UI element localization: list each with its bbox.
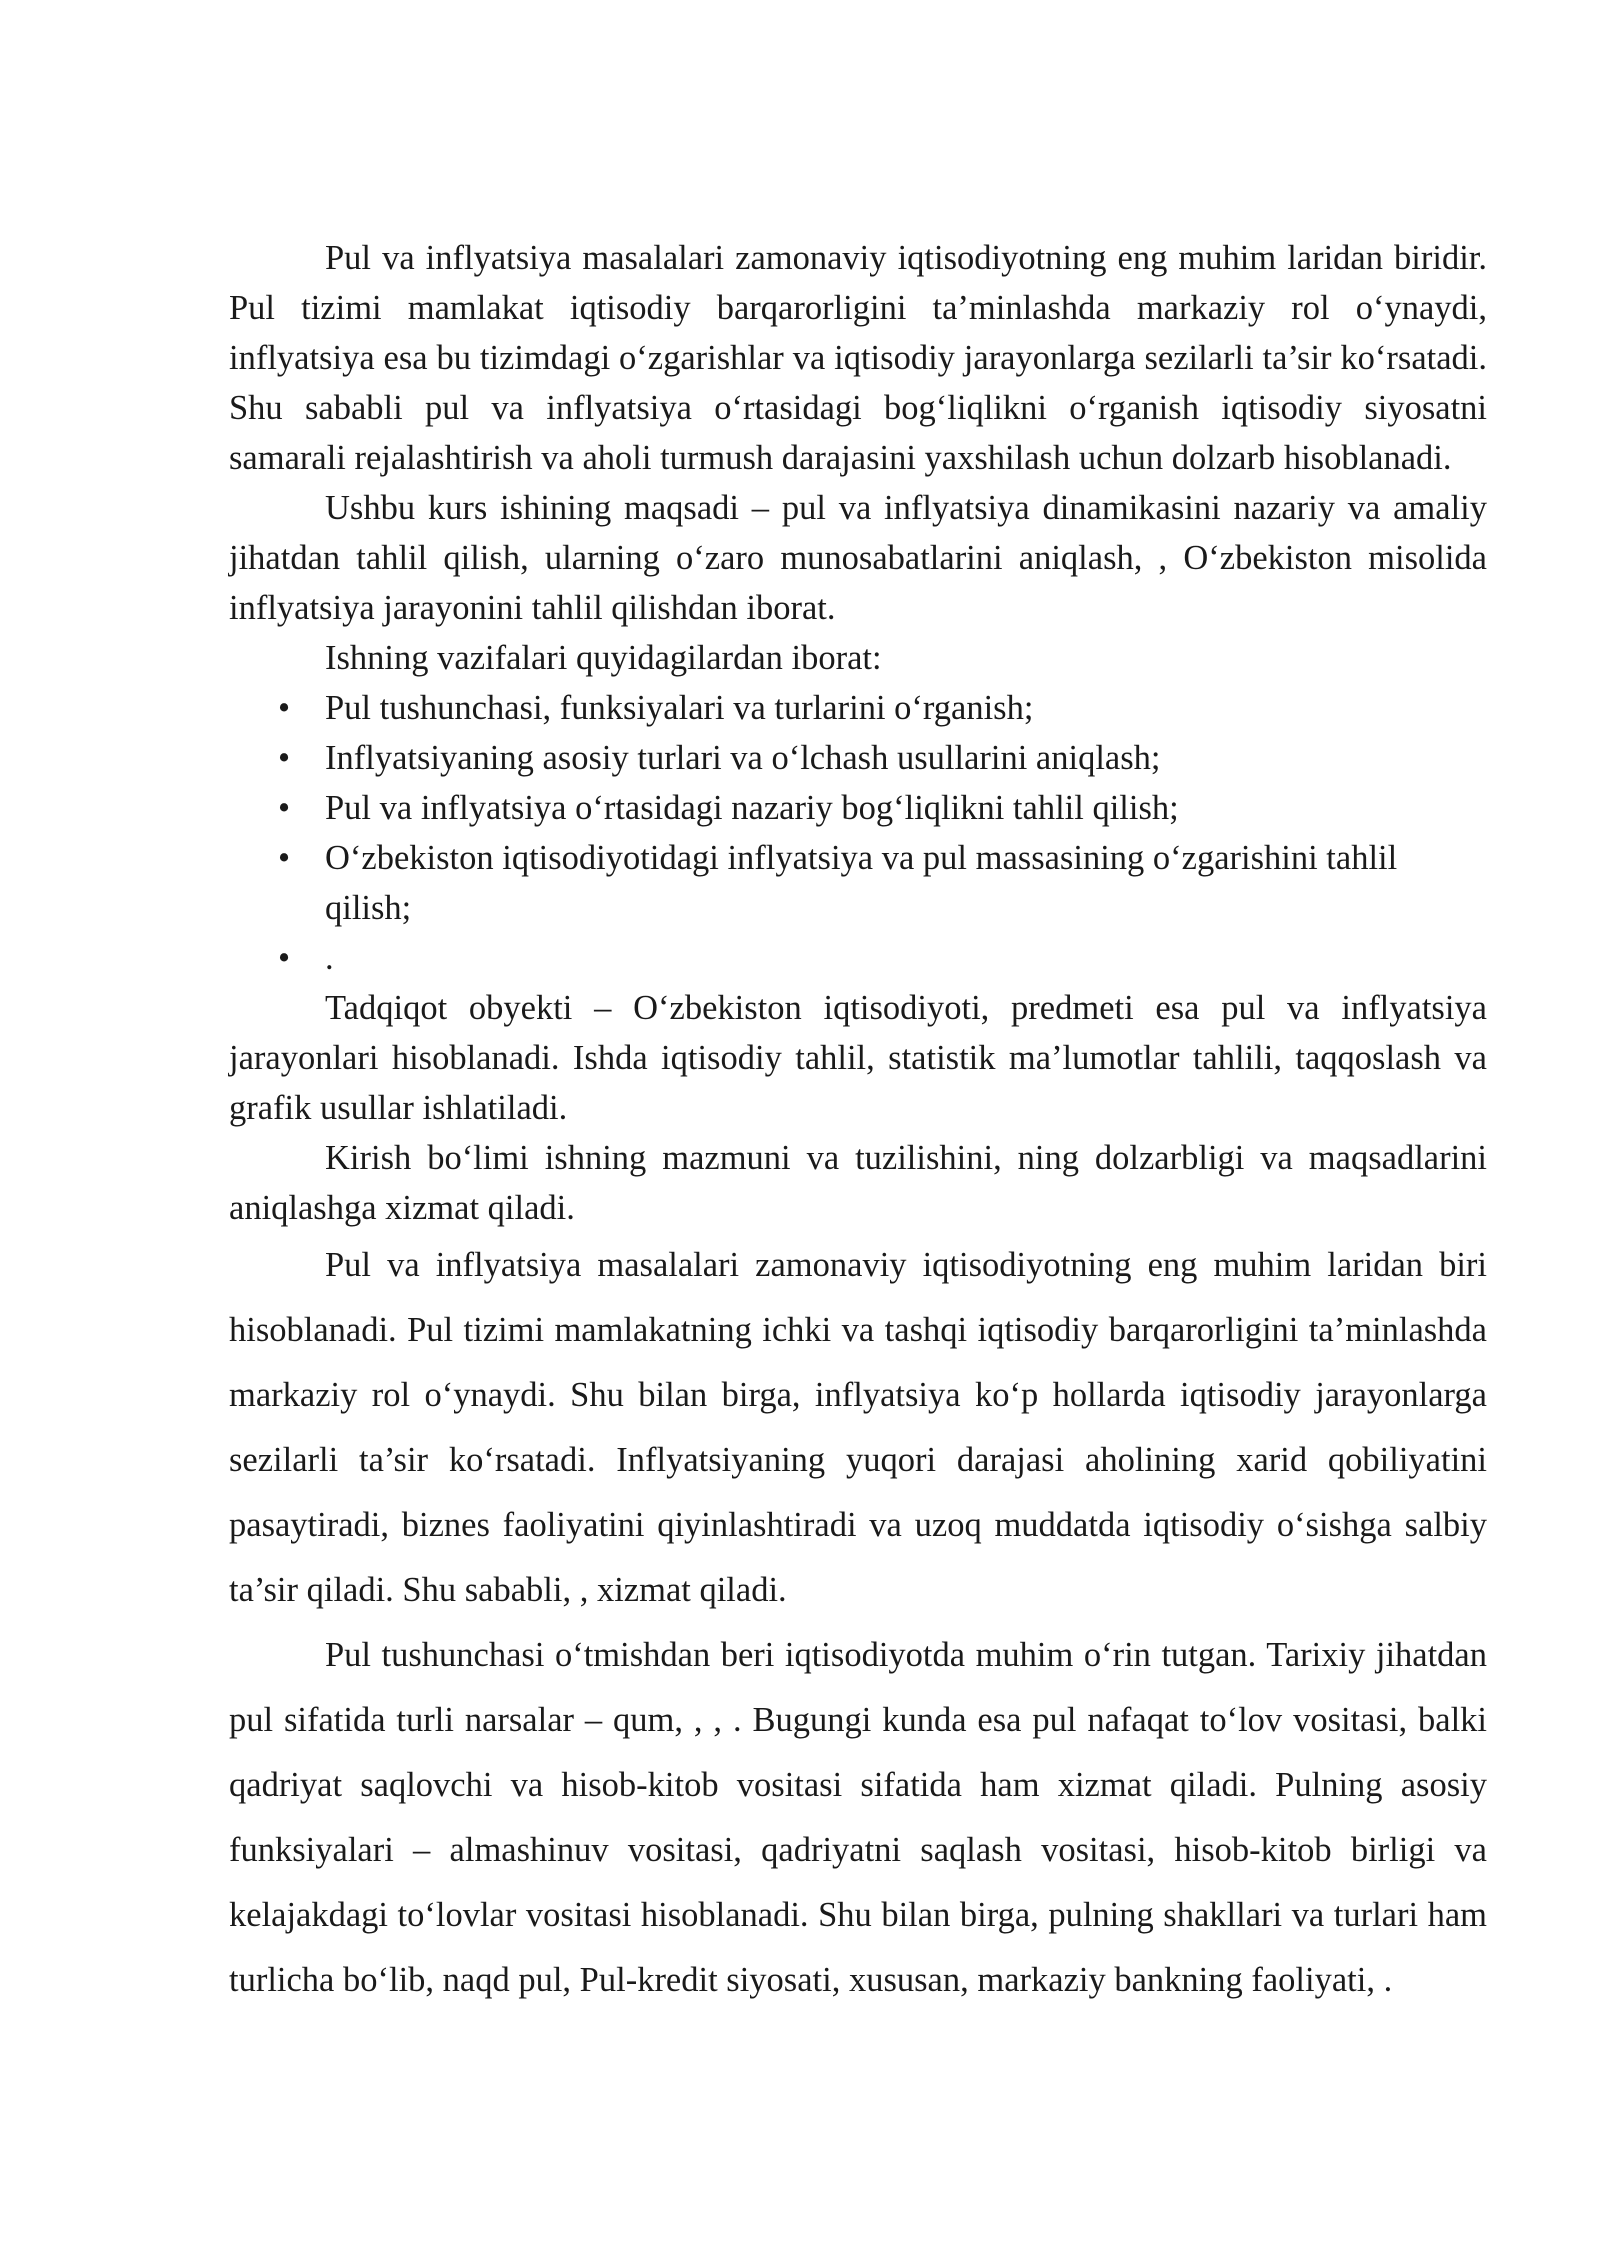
intro-section-paragraph: Kirish bo‘limi ishning mazmuni va tuzilishini, ning dolzarbligi va maqsadlarini aniqlashga xizmat qiladi. (229, 1139, 1487, 1227)
intro-paragraph-2: Ushbu kurs ishining maqsadi – pul va inflyatsiya dinamikasini nazariy va amaliy jihatdan tahlil qilish, ularning o‘zaro munosabatlarini aniqlash, , O‘zbekiston misolida inflyatsiya jarayonini tahlil qilishdan iborat. (229, 489, 1487, 627)
list-item (229, 833, 1487, 933)
list-item-text: Pul tushunchasi, funksiyalari va turlarini o‘rganish; (325, 689, 1034, 727)
bullet-icon: • (277, 789, 291, 827)
list-item (229, 933, 1487, 983)
list-item (229, 733, 1487, 783)
object-paragraph: Tadqiqot obyekti – O‘zbekiston iqtisodiyoti, predmeti esa pul va inflyatsiya jarayonlari hisoblanadi. Ishda iqtisodiy tahlil, statistik ma’lumotlar tahlili, taqqoslash va grafik usullar ishlatiladi. (229, 989, 1487, 1127)
list-item-text: Pul va inflyatsiya o‘rtasidagi nazariy bog‘liqlikni tahlil qilish; (325, 789, 1179, 827)
tasks-heading: Ishning vazifalari quyidagilardan iborat: (325, 639, 882, 677)
bullet-icon: • (277, 689, 291, 727)
intro-paragraph-1: Pul va inflyatsiya masalalari zamonaviy iqtisodiyotning eng muhim laridan biridir. Pul tizimi mamlakat iqtisodiy barqarorligini ta’minlashda markaziy rol o‘ynaydi, inflyatsiya esa bu tizimdagi o‘zgarishlar va iqtisodiy jarayonlarga sezilarli ta’sir ko‘rsatadi. Shu sababli pul va inflyatsiya o‘rtasidagi bog‘liqlikni o‘rganish iqtisodiy siyosatni samarali rejalashtirish va aholi turmush darajasini yaxshilash uchun dolzarb hisoblanadi. (229, 239, 1487, 477)
tasks-list (229, 683, 1487, 983)
section2-paragraph-2: Pul tushunchasi o‘tmishdan beri iqtisodiyotda muhim o‘rin tutgan. Tarixiy jihatdan pul sifatida turli narsalar – qum, , , . Bugungi kunda esa pul nafaqat to‘lov vositasi, balki qadriyat saqlovchi va hisob-kitob vositasi sifatida ham xizmat qiladi. Pulning asosiy funksiyalari – almashinuv vositasi, qadriyatni saqlash vositasi, hisob-kitob birligi va kelajakdagi to‘lovlar vositasi hisoblanadi. Shu bilan birga, pulning shakllari va turlari ham turlicha bo‘lib, naqd pul, Pul-kredit siyosati, xususan, markaziy bankning faoliyati, . (229, 1636, 1487, 1999)
section2-paragraph-1: Pul va inflyatsiya masalalari zamonaviy iqtisodiyotning eng muhim laridan biri hisoblanadi. Pul tizimi mamlakatning ichki va tashqi iqtisodiy barqarorligini ta’minlashda markaziy rol o‘ynaydi. Shu bilan birga, inflyatsiya ko‘p hollarda iqtisodiy jarayonlarga sezilarli ta’sir ko‘rsatadi. Inflyatsiyaning yuqori darajasi aholining xarid qobiliyatini pasaytiradi, biznes faoliyatini qiyinlashtiradi va uzoq muddatda iqtisodiy o‘sishga salbiy ta’sir qiladi. Shu sababli, , xizmat qiladi. (229, 1246, 1487, 1609)
bullet-icon: • (277, 939, 291, 977)
list-item-text: O‘zbekiston iqtisodiyotidagi inflyatsiya va pul massasining o‘zgarishini tahlil qilish; (325, 839, 1398, 927)
list-item (229, 783, 1487, 833)
document-page (229, 233, 1487, 2013)
list-item (229, 683, 1487, 733)
list-item-text: Inflyatsiyaning asosiy turlari va o‘lchash usullarini aniqlash; (325, 739, 1161, 777)
bullet-icon: • (277, 739, 291, 777)
list-item-text: . (325, 939, 334, 977)
bullet-icon: • (277, 839, 291, 877)
